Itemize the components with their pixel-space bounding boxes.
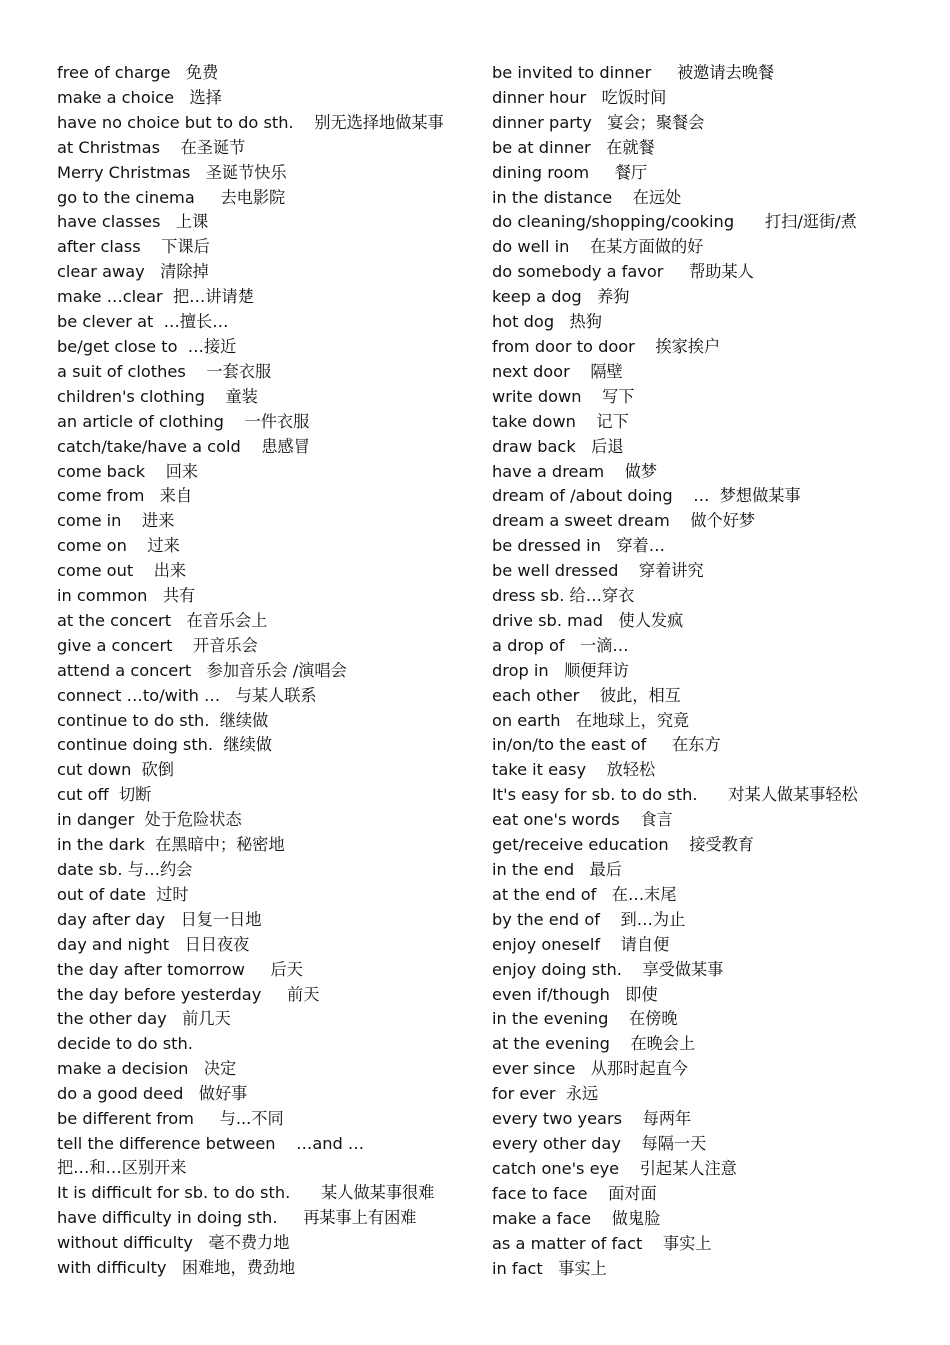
phrase-entry: take down 记下 — [492, 411, 629, 431]
phrase-entry: with difficulty 困难地，费劲地 — [57, 1257, 296, 1277]
phrase-entry: on earth 在地球上，究竟 — [492, 710, 690, 730]
phrase-entry: children's clothing 童装 — [57, 386, 258, 406]
phrase-entry: make a decision 决定 — [57, 1059, 237, 1079]
phrase-entry: dinner party 宴会；聚餐会 — [492, 112, 705, 132]
phrase-entry: in danger 处于危险状态 — [57, 810, 242, 830]
phrase-entry: come in 进来 — [57, 511, 175, 531]
phrase-entry: draw back 后退 — [492, 436, 624, 456]
phrase-entry: eat one's words 食言 — [492, 810, 673, 830]
phrase-entry: get/receive education 接受教育 — [492, 835, 754, 855]
phrase-entry: be invited to dinner 被邀请去晚餐 — [492, 63, 775, 82]
phrase-entry: at the end of 在…末尾 — [492, 884, 677, 904]
phrase-entry: take it easy 放轻松 — [492, 760, 656, 780]
phrase-entry: catch/take/have a cold 患感冒 — [57, 436, 310, 456]
phrase-entry: free of charge 免费 — [57, 63, 219, 82]
phrase-entry: enjoy doing sth. 享受做某事 — [492, 959, 724, 979]
right-column — [492, 61, 912, 1281]
phrase-entry: date sb. 与…约会 — [57, 860, 193, 879]
phrase-entry: drive sb. mad 使人发疯 — [492, 610, 684, 630]
phrase-entry: Merry Christmas 圣诞节快乐 — [57, 162, 287, 182]
phrase-entry: the other day 前几天 — [57, 1009, 231, 1029]
phrase-entry: a suit of clothes 一套衣服 — [57, 361, 272, 381]
phrase-entry: be at dinner 在就餐 — [492, 137, 655, 157]
phrase-entry: give a concert 开音乐会 — [57, 635, 258, 655]
phrase-entry: dream of /about doing … 梦想做某事 — [492, 486, 801, 506]
phrase-entry: It's easy for sb. to do sth. 对某人做某事轻松 — [492, 785, 858, 805]
phrase-entry: be/get close to …接近 — [57, 336, 237, 356]
phrase-entry: every other day 每隔一天 — [492, 1133, 707, 1153]
phrase-entry: dining room 餐厅 — [492, 162, 648, 182]
phrase-entry: go to the cinema 去电影院 — [57, 187, 286, 207]
phrase-entry: make …clear 把…讲请楚 — [57, 287, 254, 307]
phrase-entry: decide to do sth. — [57, 1034, 193, 1054]
phrase-entry: continue to do sth. 继续做 — [57, 710, 269, 730]
phrase-entry: be dressed in 穿着… — [492, 536, 665, 556]
phrase-entry: in the end 最后 — [492, 860, 622, 879]
phrase-entry: at the concert 在音乐会上 — [57, 610, 268, 630]
phrase-entry: in the dark 在黑暗中；秘密地 — [57, 835, 285, 855]
phrase-entry: even if/though 即使 — [492, 984, 658, 1004]
phrase-entry: an article of clothing 一件衣服 — [57, 411, 310, 431]
phrase-entry: day and night 日日夜夜 — [57, 934, 250, 954]
phrase-entry: for ever 永远 — [492, 1084, 599, 1104]
phrase-entry: as a matter of fact 事实上 — [492, 1233, 712, 1253]
phrase-entry: the day after tomorrow 后天 — [57, 959, 303, 979]
phrase-entry: come back 回来 — [57, 461, 199, 481]
phrase-entry: at the evening 在晚会上 — [492, 1034, 696, 1054]
phrase-entry: clear away 清除掉 — [57, 262, 209, 282]
phrase-entry: each other 彼此，相互 — [492, 685, 681, 705]
phrase-entry: It is difficult for sb. to do sth. 某人做某事很难 — [57, 1182, 435, 1202]
phrase-entry: come from 来自 — [57, 486, 193, 506]
phrase-entry: in/on/to the east of 在东方 — [492, 735, 721, 755]
phrase-entry: after class 下课后 — [57, 237, 210, 257]
phrase-entry: out of date 过时 — [57, 884, 189, 904]
phrase-entry: connect …to/with … 与某人联系 — [57, 685, 317, 705]
phrase-entry: attend a concert 参加音乐会 /演唱会 — [57, 660, 347, 680]
phrase-entry: by the end of 到…为止 — [492, 909, 686, 929]
phrase-entry: in common 共有 — [57, 586, 196, 606]
phrase-entry: cut down 砍倒 — [57, 760, 174, 780]
phrase-entry: every two years 每两年 — [492, 1109, 692, 1129]
phrase-entry: do somebody a favor 帮助某人 — [492, 262, 754, 282]
phrase-entry: hot dog 热狗 — [492, 312, 602, 332]
phrase-entry: next door 隔壁 — [492, 361, 623, 381]
phrase-entry: have no choice but to do sth. 别无选择地做某事 — [57, 112, 444, 132]
phrase-entry: in the distance 在远处 — [492, 187, 682, 207]
phrase-entry: ever since 从那时起直今 — [492, 1059, 688, 1079]
left-column — [57, 61, 477, 1281]
phrase-entry: write down 写下 — [492, 386, 635, 406]
phrase-entry: enjoy oneself 请自便 — [492, 934, 670, 954]
phrase-entry: do a good deed 做好事 — [57, 1084, 248, 1104]
phrase-entry: dream a sweet dream 做个好梦 — [492, 511, 756, 531]
phrase-entry: a drop of 一滴… — [492, 635, 629, 655]
phrase-entry: face to face 面对面 — [492, 1183, 657, 1203]
phrase-entry: in fact 事实上 — [492, 1258, 607, 1278]
phrase-entry: without difficulty 毫不费力地 — [57, 1232, 290, 1252]
phrase-entry: make a face 做鬼脸 — [492, 1208, 661, 1228]
phrase-entry: in the evening 在傍晚 — [492, 1009, 678, 1029]
phrase-entry: at Christmas 在圣诞节 — [57, 137, 246, 157]
phrase-entry: have a dream 做梦 — [492, 461, 658, 481]
phrase-entry: do cleaning/shopping/cooking 打扫/逛街/煮 — [492, 212, 857, 232]
phrase-entry: day after day 日复一日地 — [57, 909, 262, 929]
phrase-entry: be different from 与...不同 — [57, 1109, 284, 1129]
phrase-entry: be well dressed 穿着讲究 — [492, 561, 704, 581]
phrase-entry: tell the difference between …and … 把…和…区别开来 — [57, 1133, 370, 1177]
phrase-entry: the day before yesterday 前天 — [57, 984, 320, 1004]
phrase-entry: do well in 在某方面做的好 — [492, 237, 704, 257]
phrase-entry: from door to door 挨家挨户 — [492, 336, 721, 356]
phrase-entry: come on 过来 — [57, 536, 180, 556]
phrase-entry: continue doing sth. 继续做 — [57, 735, 272, 755]
phrase-entry: keep a dog 养狗 — [492, 287, 630, 307]
phrase-entry: have difficulty in doing sth. 再某事上有困难 — [57, 1207, 417, 1227]
phrase-entry: cut off 切断 — [57, 785, 152, 805]
phrase-entry: drop in 顺便拜访 — [492, 660, 629, 680]
phrase-entry: catch one's eye 引起某人注意 — [492, 1158, 737, 1178]
phrase-entry: dress sb. 给…穿衣 — [492, 586, 635, 606]
phrase-entry: be clever at …擅长… — [57, 312, 229, 332]
phrase-entry: dinner hour 吃饭时间 — [492, 87, 667, 107]
phrase-entry: make a choice 选择 — [57, 87, 222, 107]
phrase-entry: have classes 上课 — [57, 212, 209, 232]
phrase-entry: come out 出来 — [57, 561, 187, 581]
